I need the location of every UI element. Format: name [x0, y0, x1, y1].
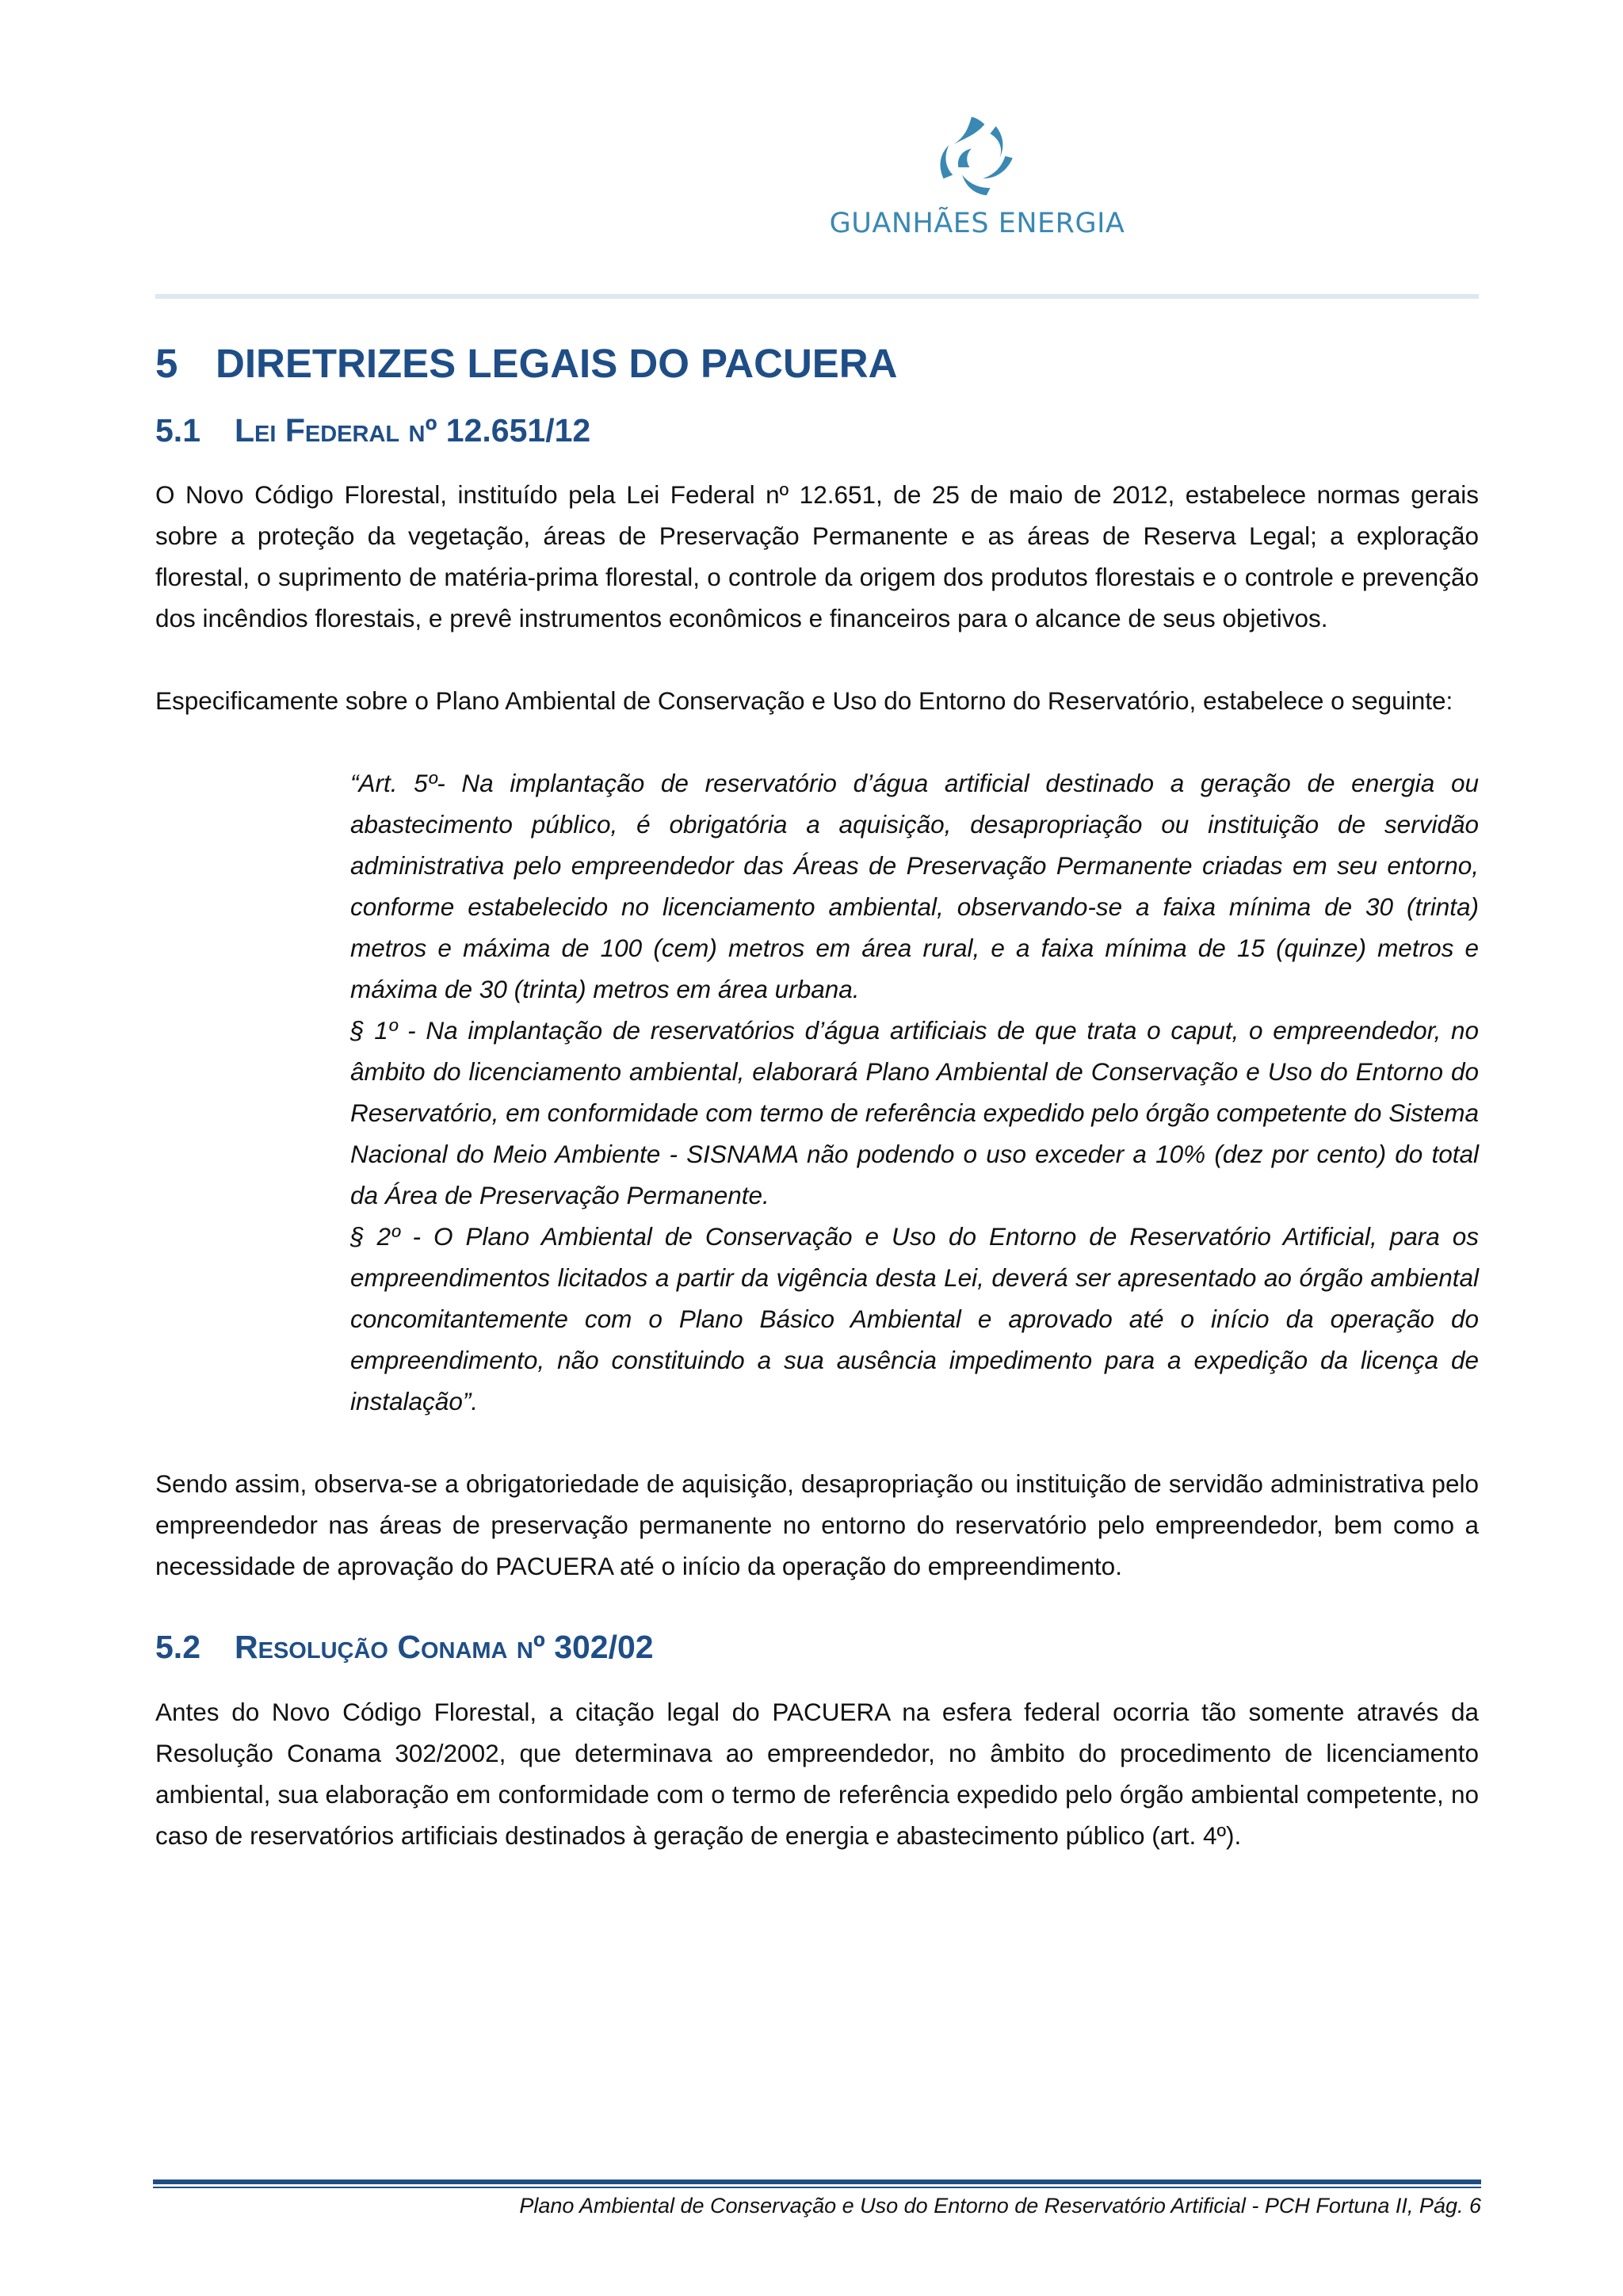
company-logo	[823, 109, 1132, 244]
paragraph-codigo-florestal: O Novo Código Florestal, instituído pela Lei Federal nº 12.651, de 25 de maio de 2012, estabelece normas gerais sobre a proteção da vegetação, áreas de Preservação Permanente e as áreas de Reserva Legal; a exploração florestal, o suprimento de matéria-prima florestal, o controle da origem dos produtos florestais e o controle e prevenção dos incêndios florestais, e prevê instrumentos econômicos e financeiros para o alcance de seus objetivos.	[155, 480, 1479, 633]
paragraph-conclusion: Sendo assim, observa-se a obrigatoriedade de aquisição, desapropriação ou instituição de servidão administrativa pelo empreendedor nas áreas de preservação permanente no entorno do reservatório pelo empreendedor, bem como a necessidade de aprovação do PACUERA até o início da operação do empreendimento.	[155, 1469, 1479, 1581]
company-name: GUANHÃES ENERGIA	[829, 208, 1125, 239]
footer-caption: Plano Ambiental de Conservação e Uso do Entorno de Reservatório Artificial - PCH Fortuna II, Pág. 6	[519, 2194, 1481, 2218]
law-quote-block	[350, 762, 1479, 1422]
page-content	[155, 339, 1479, 1856]
subsection-title: Lei Federal nº 12.651/12	[235, 412, 591, 449]
subsection-number: 5.1	[155, 412, 200, 449]
page-header	[0, 0, 1623, 301]
quote-paragraph-2: § 2º - O Plano Ambiental de Conservação e Uso do Entorno de Reservatório Artificial, para os empreendimentos licitados a partir da vigência desta Lei, deverá ser apresentado ao órgão ambiental concomitantemente com o Plano Básico Ambiental e aprovado até o início da operação do empreendimento, não constituindo a sua ausência impedimento para a expedição da licença de instalação”.	[350, 1222, 1479, 1416]
quote-paragraph-1: § 1º - Na implantação de reservatórios d’água artificiais de que trata o caput, o empreendedor, no âmbito do licenciamento ambiental, elaborará Plano Ambiental de Conservação e Uso do Entorno do Reservatório, em conformidade com termo de referência expedido pelo órgão competente do Sistema Nacional do Meio Ambiente - SISNAMA não podendo o uso exceder a 10% (dez por cento) do total da Área de Preservação Permanente.	[350, 1016, 1479, 1210]
subsection-number: 5.2	[155, 1629, 200, 1666]
paragraph-intro-quote: Especificamente sobre o Plano Ambiental de Conservação e Uso do Entorno do Reservatório, estabelece o seguinte:	[155, 686, 1453, 716]
section-title: DIRETRIZES LEGAIS DO PACUERA	[216, 341, 898, 386]
subsection-heading-5-2	[155, 1628, 1479, 1667]
footer-divider-thin	[153, 2187, 1481, 2188]
swirl-logo-icon	[930, 109, 1024, 203]
header-divider	[155, 294, 1479, 299]
section-number: 5	[155, 341, 178, 386]
paragraph-conama: Antes do Novo Código Florestal, a citação legal do PACUERA na esfera federal ocorria tão somente através da Resolução Conama 302/2002, que determinava ao empreendedor, no âmbito do procedimento de licenciamento ambiental, sua elaboração em conformidade com o termo de referência expedido pelo órgão ambiental competente, no caso de reservatórios artificiais destinados à geração de energia e abastecimento público (art. 4º).	[155, 1697, 1479, 1850]
quote-art-5: “Art. 5º- Na implantação de reservatório d’água artificial destinado a geração de energia ou abastecimento público, é obrigatória a aquisição, desapropriação ou instituição de servidão administrativa pelo empreendedor das Áreas de Preservação Permanente criadas em seu entorno, conforme estabelecido no licenciamento ambiental, observando-se a faixa mínima de 30 (trinta) metros e máxima de 100 (cem) metros em área rural, e a faixa mínima de 15 (quinze) metros e máxima de 30 (trinta) metros em área urbana.	[350, 769, 1479, 1004]
section-heading	[155, 339, 1479, 388]
footer-divider	[153, 2179, 1481, 2184]
subsection-title: Resolução Conama nº 302/02	[235, 1629, 654, 1666]
subsection-heading-5-1	[155, 411, 1479, 450]
